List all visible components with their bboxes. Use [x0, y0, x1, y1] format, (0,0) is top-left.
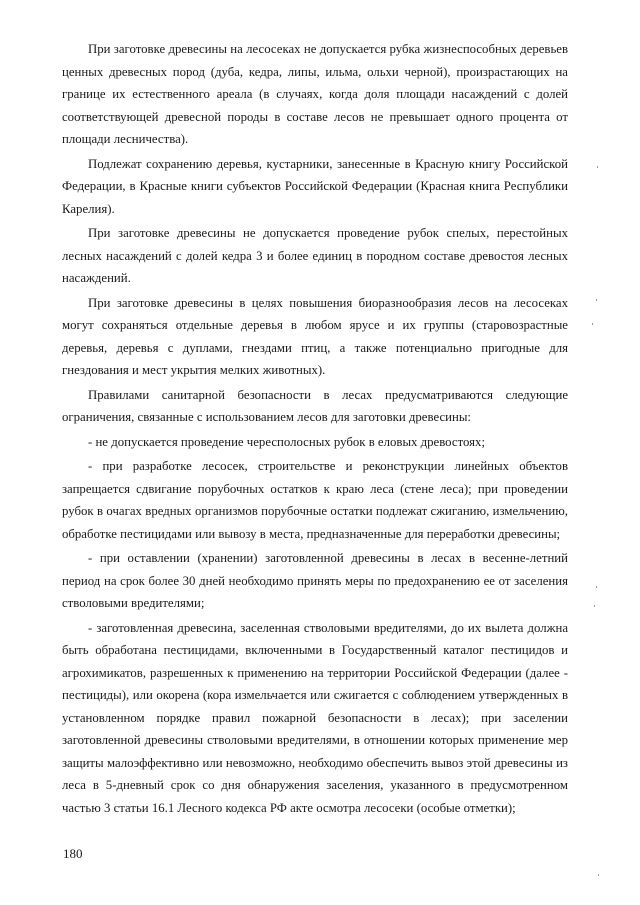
- page-number: 180: [63, 846, 83, 861]
- scan-speck: [598, 874, 599, 876]
- paragraph-biodiversity: При заготовке древесины в целях повышения биоразнообразия лесов на лесосеках могут сохраняться отдельные деревья в любом ярусе и их группы (старовозрастные деревья, деревья с дуплами, гнездами птиц, а также потенциально пригодные для гнездования и мест укрытия мелких животных).: [62, 295, 568, 377]
- document-body: [62, 38, 568, 821]
- list-item-logging-residues: - при разработке лесосек, строительстве и реконструкции линейных объектов запрещается сдвигание порубочных остатков к краю леса (стене леса); при проведении рубок в очагах вредных организмов порубочные остатки подлежат сжиганию, измельчению, обработке пестицидами или вывозу в места, предназначенные для переработки древесины;: [62, 459, 568, 541]
- paragraph-cedar: При заготовке древесины не допускается проведение рубок спелых, перестойных лесных насаждений с долей кедра 3 и более единиц в породном составе древостоя лесных насаждений.: [62, 226, 568, 285]
- scan-speck: [592, 323, 593, 325]
- paragraph-sanitary-rules: Правилами санитарной безопасности в лесах предусматриваются следующие ограничения, связанные с использованием лесов для заготовки древесины:: [62, 387, 568, 424]
- scan-speck: [596, 586, 597, 588]
- scan-speck: [594, 605, 595, 607]
- scan-speck: [596, 299, 597, 301]
- scan-speck: [597, 166, 598, 168]
- list-item-storage: - при оставлении (хранении) заготовленной древесины в лесах в весенне-летний период на срок более 30 дней необходимо принять меры по предохранению ее от заселения стволовыми вредителями;: [62, 551, 568, 610]
- list-item-strip-cutting: - не допускается проведение чересполосных рубок в еловых древостоях;: [88, 434, 485, 449]
- paragraph-valuable-species: При заготовке древесины на лесосеках не допускается рубка жизнеспособных деревьев ценных древесных пород (дуба, кедра, липы, ильма, ольхи черной), произрастающих на границе их естественного ареала (в случаях, когда доля площади насаждений с долей соответствующей древесной породы в составе лесов не превышает одного процента от площади лесничества).: [62, 42, 568, 146]
- paragraph-red-book: Подлежат сохранению деревья, кустарники, занесенные в Красную книгу Российской Федерации, в Красные книги субъектов Российской Федерации (Красная книга Республики Карелия).: [62, 156, 568, 216]
- list-item-infested-wood: - заготовленная древесина, заселенная стволовыми вредителями, до их вылета должна быть обработана пестицидами, включенными в Государственный каталог пестицидов и агрохимикатов, разрешенных к применению на территории Российской Федерации (далее - пестициды), или окорена (кора измельчается или сжигается с соблюдением утвержденных в установленном порядке правил пожарной безопасности в лесах); при заселении заготовленной древесины стволовыми вредителями, в отношении которых применение мер защиты малоэффективно или невозможно, необходимо обеспечить вывоз этой древесины из леса в 5-дневный срок со дня обнаружения заселения, указанного в предусмотренном частью 3 статьи 16.1 Лесного кодекса РФ акте осмотра лесосеки (особые отметки);: [62, 620, 568, 815]
